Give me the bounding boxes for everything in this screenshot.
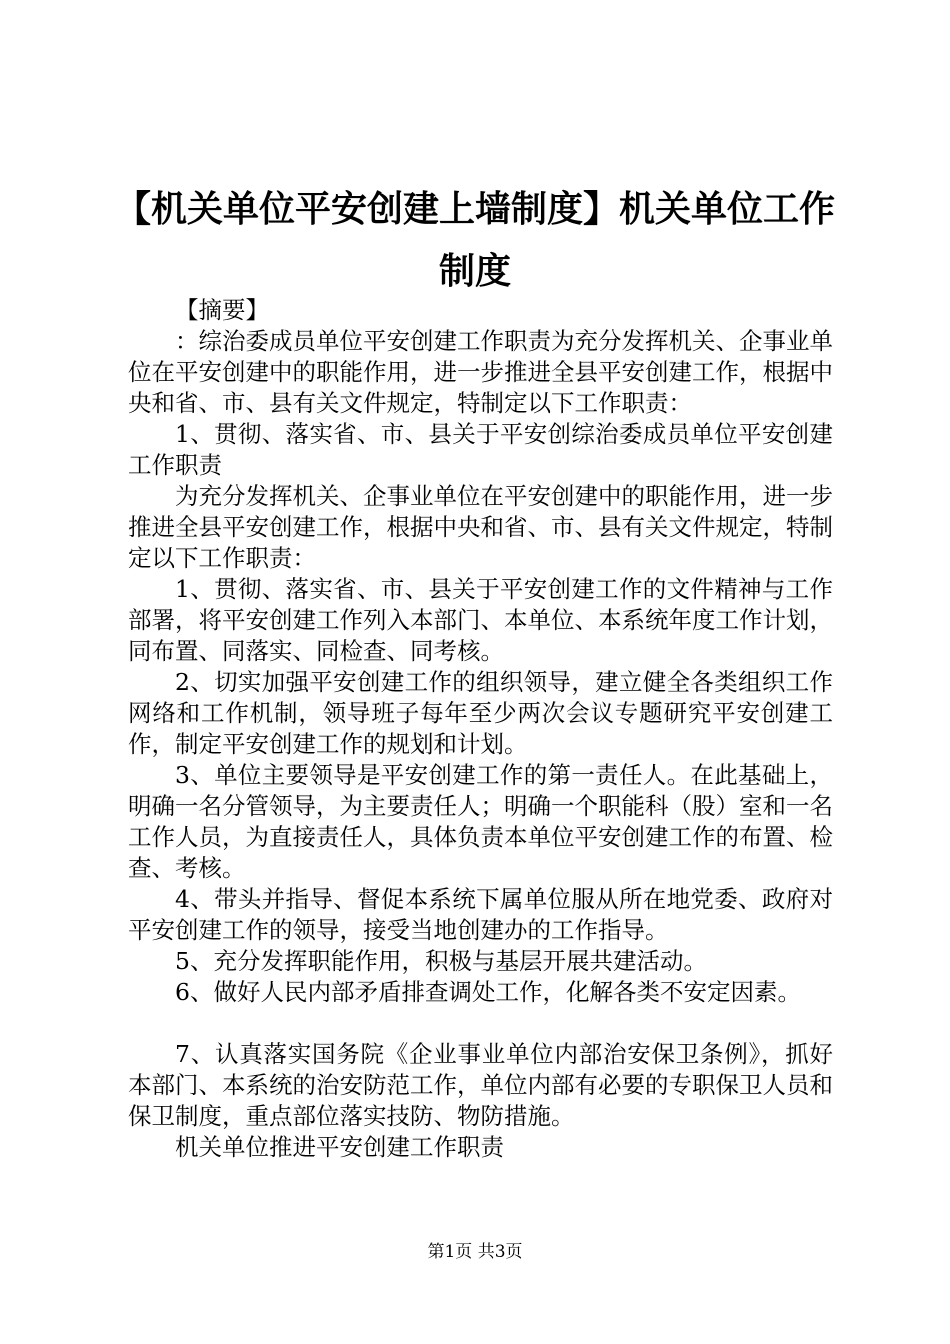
document-body (128, 295, 833, 1163)
paragraph: 1、贯彻、落实省、市、县关于平安创综治委成员单位平安创建工作职责 (128, 420, 833, 479)
document-title (110, 178, 840, 302)
title-line-2: 制度 (438, 250, 511, 292)
list-item: 4、带头并指导、督促本系统下属单位服从所在地党委、政府对平安创建工作的领导，接受当地创建办的工作指导。 (128, 885, 833, 944)
page-footer: 第1页 共3页 (427, 1242, 523, 1262)
title-line-1: 【机关单位平安创建上墙制度】机关单位工作 (114, 188, 835, 230)
abstract-heading: 【摘要】 (175, 296, 269, 324)
paragraph: ：综治委成员单位平安创建工作职责为充分发挥机关、企事业单位在平安创建中的职能作用，进一步推进全县平安创建工作，根据中央和省、市、县有关文件规定，特制定以下工作职责： (128, 327, 833, 417)
paragraph: 为充分发挥机关、企事业单位在平安创建中的职能作用，进一步推进全县平安创建工作，根据中央和省、市、县有关文件规定，特制定以下工作职责： (128, 482, 833, 572)
paragraph: 机关单位推进平安创建工作职责 (175, 1133, 504, 1161)
list-item: 2、切实加强平安创建工作的组织领导，建立健全各类组织工作网络和工作机制，领导班子每年至少两次会议专题研究平安创建工作，制定平安创建工作的规划和计划。 (128, 668, 833, 758)
list-item: 7、认真落实国务院《企业事业单位内部治安保卫条例》，抓好本部门、本系统的治安防范工作，单位内部有必要的专职保卫人员和保卫制度，重点部位落实技防、物防措施。 (128, 1040, 833, 1130)
list-item: 3、单位主要领导是平安创建工作的第一责任人。在此基础上，明确一名分管领导，为主要责任人；明确一个职能科（股）室和一名工作人员，为直接责任人，具体负责本单位平安创建工作的布置、检查、考核。 (128, 761, 833, 882)
list-item: 1、贯彻、落实省、市、县关于平安创建工作的文件精神与工作部署，将平安创建工作列入本部门、本单位、本系统年度工作计划，同布置、同落实、同检查、同考核。 (128, 575, 833, 665)
blank-line (128, 1008, 833, 1039)
list-item: 5、充分发挥职能作用，积极与基层开展共建活动。 (175, 947, 707, 975)
list-item: 6、做好人民内部矛盾排查调处工作，化解各类不安定因素。 (175, 978, 801, 1006)
